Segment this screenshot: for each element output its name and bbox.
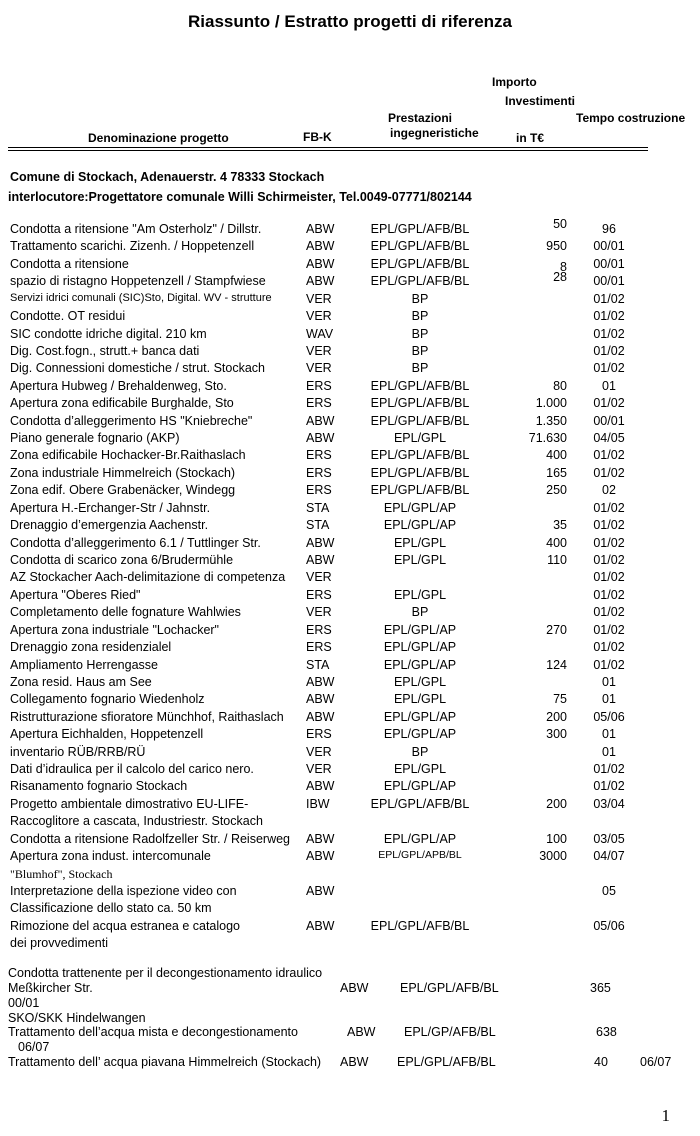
row-name: Interpretazione della ispezione video con <box>10 883 237 898</box>
row-importo: 28 <box>553 270 567 285</box>
header-in-teuro: in T€ <box>516 131 545 145</box>
row-name: Condotta a ritensione Radolfzeller Str. / Reiserweg <box>10 831 291 846</box>
extra-time-3: 00/01 <box>8 996 40 1010</box>
row-prestazioni: EPL/GPL/AP <box>383 518 457 533</box>
row-name: Collegamento fognario Wiedenholz <box>10 692 205 707</box>
row-importo: 100 <box>546 831 567 846</box>
row-tempo: 01/02 <box>593 587 625 602</box>
row-prestazioni: EPL/GPL/AFB/BL <box>370 796 470 811</box>
row-fb: ABW <box>306 918 335 933</box>
row-importo: 80 <box>553 378 567 393</box>
row-fb: ABW <box>306 431 335 446</box>
row-fb: ABW <box>306 709 335 724</box>
row-name: Completamento delle fognature Wahlwies <box>10 605 241 620</box>
row-importo: 300 <box>546 727 567 742</box>
row-name: Condotta a ritensione "Am Osterholz" / Dillstr. <box>10 222 262 236</box>
row-tempo: 04/05 <box>593 431 625 446</box>
row-prestazioni: EPL/GPL/AP <box>383 779 457 794</box>
row-fb: ABW <box>306 535 335 550</box>
row-tempo: 05/06 <box>593 918 625 933</box>
row-tempo: 00/01 <box>593 256 625 271</box>
row-fb: VER <box>306 605 332 620</box>
row-fb: ABW <box>306 274 335 289</box>
row-tempo: 00/01 <box>593 239 625 254</box>
row-fb: ABW <box>306 692 335 707</box>
row-fb: STA <box>306 518 330 533</box>
row-name: Apertura zona indust. intercomunale <box>10 849 211 864</box>
extra-fb-5: ABW <box>347 1025 376 1039</box>
row-importo: 1.350 <box>535 413 567 428</box>
row-fb: ABW <box>306 779 335 794</box>
row-name: Ristrutturazione sfioratore Münchhof, Raithaslach <box>10 709 284 724</box>
row-tempo: 01 <box>602 378 616 393</box>
row-name: Apertura "Oberes Ried" <box>10 587 141 602</box>
row-fb: ABW <box>306 256 335 271</box>
extra-time-7: 06/07 <box>640 1055 672 1069</box>
row-importo: 250 <box>546 483 567 498</box>
row-prestazioni: BP <box>411 326 429 341</box>
row-prestazioni: EPL/GPL <box>393 587 447 602</box>
extra-name-1: Condotta trattenente per il decongestionamento idraulico <box>8 966 323 980</box>
row-prestazioni: EPL/GPL <box>393 535 447 550</box>
row-prestazioni: EPL/GPL/AFB/BL <box>370 256 470 271</box>
client-contact: interlocutore:Progettatore comunale Willi Schirmeister, Tel.0049-07771/802144 <box>8 190 472 204</box>
row-prestazioni: BP <box>411 744 429 759</box>
row-tempo: 04/07 <box>593 849 625 864</box>
row-prestazioni: EPL/GPL <box>393 431 447 446</box>
row-fb: ERS <box>306 396 332 411</box>
row-name: Dati d’idraulica per il calcolo del carico nero. <box>10 762 254 777</box>
row-fb: ERS <box>306 727 332 742</box>
row-name: Dig. Cost.fogn., strutt.+ banca dati <box>10 343 200 358</box>
row-name: spazio di ristagno Hoppetenzell / Stampfwiese <box>10 274 266 289</box>
row-name: Drenaggio d’emergenzia Aachenstr. <box>10 518 209 533</box>
header-denominazione: Denominazione progetto <box>88 131 229 145</box>
row-fb: VER <box>306 762 332 777</box>
row-prestazioni: EPL/GPL/AFB/BL <box>370 239 470 254</box>
row-name: Ampliamento Herrengasse <box>10 657 158 672</box>
row-tempo: 01/02 <box>593 640 625 655</box>
row-tempo: 05 <box>602 883 616 898</box>
row-name: Zona industriale Himmelreich (Stockach) <box>10 465 236 480</box>
row-importo: 950 <box>546 239 567 254</box>
row-prestazioni: EPL/GPL/AFB/BL <box>370 483 470 498</box>
row-tempo: 01 <box>602 674 616 689</box>
row-tempo: 01/02 <box>593 361 625 376</box>
row-tempo: 00/01 <box>593 274 625 289</box>
extra-imp-7: 40 <box>594 1055 608 1069</box>
row-prestazioni: BP <box>411 343 429 358</box>
row-name: Rimozione del acqua estranea e catalogo <box>10 918 241 933</box>
row-fb: ERS <box>306 640 332 655</box>
row-name: Apertura Eichhalden, Hoppetenzell <box>10 727 204 742</box>
row-prestazioni: EPL/GPL/AP <box>383 622 457 637</box>
row-name: Drenaggio zona residenzialel <box>10 640 172 655</box>
header-investimenti: Investimenti <box>505 94 576 108</box>
row-fb: ABW <box>306 222 335 236</box>
extra-imp-5: 638 <box>596 1025 617 1039</box>
row-fb: ERS <box>306 465 332 480</box>
row-fb: ABW <box>306 849 335 864</box>
row-fb: ABW <box>306 239 335 254</box>
row-fb: VER <box>306 570 332 585</box>
extra-time-6: 06/07 <box>18 1040 50 1054</box>
row-name: Condotte. OT residui <box>10 309 126 324</box>
row-prestazioni: EPL/GPL/AFB/BL <box>370 448 470 463</box>
row-importo: 110 <box>547 552 567 567</box>
row-tempo: 01/02 <box>593 396 625 411</box>
row-prestazioni: EPL/GPL/AFB/BL <box>370 918 470 933</box>
row-tempo: 01/02 <box>593 657 625 672</box>
row-fb: ERS <box>306 622 332 637</box>
row-name: Condotta d’alleggerimento 6.1 / Tuttlinger Str. <box>10 535 261 550</box>
row-tempo: 01/02 <box>593 779 625 794</box>
row-fb: IBW <box>306 796 330 811</box>
extra-name-4: SKO/SKK Hindelwangen <box>8 1011 146 1025</box>
row-name: Apertura H.-Erchanger-Str / Jahnstr. <box>10 500 211 515</box>
row-fb: ERS <box>306 378 332 393</box>
extra-fb-7: ABW <box>340 1055 369 1069</box>
client-address: Comune di Stockach, Adenauerstr. 4 78333 Stockach <box>10 170 325 184</box>
row-tempo: 01/02 <box>593 448 625 463</box>
row-prestazioni: EPL/GPL/AP <box>383 640 457 655</box>
header-ingegneristiche: ingegneristiche <box>390 126 479 140</box>
row-importo: 400 <box>546 448 567 463</box>
row-importo: 35 <box>553 518 567 533</box>
row-tempo: 01/02 <box>593 762 625 777</box>
row-name: "Blumhof", Stockach <box>10 866 113 881</box>
header-fbk: FB-K <box>303 130 332 144</box>
row-tempo: 01/02 <box>593 326 625 341</box>
row-prestazioni: BP <box>411 361 429 376</box>
row-prestazioni: EPL/GPL/AFB/BL <box>370 465 470 480</box>
row-name: Apertura zona industriale "Lochacker" <box>10 622 219 637</box>
row-prestazioni: EPL/GPL/AFB/BL <box>370 396 470 411</box>
header-rule-double <box>8 150 648 151</box>
row-fb: ABW <box>306 413 335 428</box>
extra-pr-7: EPL/GPL/AFB/BL <box>397 1055 496 1069</box>
row-prestazioni: EPL/GPL <box>393 552 447 567</box>
row-tempo: 01/02 <box>593 291 625 306</box>
row-name: Condotta a ritensione <box>10 256 129 271</box>
row-importo: 200 <box>546 796 567 811</box>
row-fb: ERS <box>306 483 332 498</box>
row-name: Zona edificabile Hochacker-Br.Raithaslach <box>10 448 246 463</box>
row-fb: VER <box>306 343 332 358</box>
row-importo: 3000 <box>539 849 567 864</box>
page-number: 1 <box>661 1106 670 1125</box>
extra-pr-2: EPL/GPL/AFB/BL <box>400 981 499 995</box>
row-importo: 400 <box>546 535 567 550</box>
row-name: SIC condotte idriche digital. 210 km <box>10 326 207 341</box>
extra-name-7: Trattamento dell’ acqua piavana Himmelreich (Stockach) <box>8 1055 322 1069</box>
row-name: Servizi idrici comunali (SIC)Sto, Digital. WV - strutture <box>10 291 272 304</box>
row-fb: VER <box>306 291 332 306</box>
row-prestazioni: BP <box>411 291 429 306</box>
row-name: Piano generale fognario (AKP) <box>10 431 180 446</box>
row-importo: 200 <box>546 709 567 724</box>
extra-fb-2: ABW <box>340 981 369 995</box>
row-importo: 50 <box>553 217 567 231</box>
row-importo: 71.630 <box>528 431 567 446</box>
row-name: Condotta d’alleggerimento HS "Kniebreche" <box>10 413 253 428</box>
row-name: Zona edif. Obere Grabenäcker, Windegg <box>10 483 236 498</box>
row-prestazioni: BP <box>411 605 429 620</box>
row-tempo: 01/02 <box>593 465 625 480</box>
row-prestazioni: EPL/GPL/AFB/BL <box>370 222 470 236</box>
header-rule <box>8 147 648 148</box>
row-name: Apertura zona edificabile Burghalde, Sto <box>10 396 234 411</box>
row-fb: ABW <box>306 883 335 898</box>
row-fb: VER <box>306 744 332 759</box>
row-name: Zona resid. Haus am See <box>10 674 152 689</box>
row-importo: 165 <box>546 465 567 480</box>
row-name: Risanamento fognario Stockach <box>10 779 188 794</box>
row-name: AZ Stockacher Aach-delimitazione di competenza <box>10 570 286 585</box>
row-name: dei provvedimenti <box>10 936 108 951</box>
row-fb: ERS <box>306 448 332 463</box>
row-tempo: 03/05 <box>593 831 625 846</box>
row-name: Trattamento scarichi. Zizenh. / Hoppetenzell <box>10 239 255 254</box>
row-importo: 270 <box>546 622 567 637</box>
row-tempo: 96 <box>602 222 616 236</box>
row-fb: VER <box>306 361 332 376</box>
row-tempo: 01/02 <box>593 552 625 567</box>
row-tempo: 01 <box>602 692 616 707</box>
row-prestazioni: EPL/GPL/AP <box>383 831 457 846</box>
row-prestazioni: EPL/GPL <box>393 692 447 707</box>
row-tempo: 03/04 <box>593 796 625 811</box>
row-prestazioni: EPL/GPL/AP <box>383 727 457 742</box>
row-tempo: 01/02 <box>593 500 625 515</box>
row-tempo: 01/02 <box>593 343 625 358</box>
row-fb: WAV <box>306 326 334 341</box>
row-name: inventario RÜB/RRB/RÜ <box>10 744 146 759</box>
row-tempo: 01 <box>602 744 616 759</box>
row-prestazioni: EPL/GPL/AP <box>383 709 457 724</box>
extra-pr-5: EPL/GP/AFB/BL <box>404 1025 496 1039</box>
row-fb: VER <box>306 309 332 324</box>
row-prestazioni: EPL/GPL/AFB/BL <box>370 274 470 289</box>
row-name: Apertura Hubweg / Brehaldenweg, Sto. <box>10 378 227 393</box>
row-tempo: 01/02 <box>593 622 625 637</box>
header-importo: Importo <box>492 75 537 89</box>
row-name: Classificazione dello stato ca. 50 km <box>10 901 212 916</box>
row-tempo: 00/01 <box>593 413 625 428</box>
row-prestazioni: EPL/GPL/AFB/BL <box>370 413 470 428</box>
extra-name-5: Trattamento dell’acqua mista e decongestionamento <box>8 1025 298 1039</box>
header-prestazioni: Prestazioni <box>388 111 453 125</box>
row-importo: 8 <box>560 259 567 274</box>
row-fb: ABW <box>306 552 335 567</box>
row-importo: 124 <box>546 657 567 672</box>
row-importo: 1.000 <box>535 396 567 411</box>
header-tempo: Tempo costruzione <box>576 111 686 125</box>
row-tempo: 02 <box>602 483 616 498</box>
row-fb: ABW <box>306 831 335 846</box>
row-name: Dig. Connessioni domestiche / strut. Stockach <box>10 361 265 376</box>
row-tempo: 01/02 <box>593 309 625 324</box>
row-prestazioni: EPL/GPL/AFB/BL <box>370 378 470 393</box>
row-prestazioni: EPL/GPL/APB/BL <box>378 849 462 862</box>
extra-imp-2: 365 <box>590 981 611 995</box>
row-tempo: 01 <box>602 727 616 742</box>
row-prestazioni: BP <box>411 309 429 324</box>
row-prestazioni: EPL/GPL/AP <box>383 657 457 672</box>
row-tempo: 05/06 <box>593 709 625 724</box>
row-name: Raccoglitore a cascata, Industriestr. Stockach <box>10 814 263 829</box>
row-prestazioni: EPL/GPL <box>393 762 447 777</box>
row-tempo: 01/02 <box>593 570 625 585</box>
row-prestazioni: EPL/GPL <box>393 674 447 689</box>
row-fb: STA <box>306 500 330 515</box>
row-tempo: 01/02 <box>593 605 625 620</box>
row-fb: ERS <box>306 587 332 602</box>
extra-name-2: Meßkircher Str. <box>8 981 93 995</box>
page-title: Riassunto / Estratto progetti di riferenza <box>188 12 512 31</box>
row-fb: STA <box>306 657 330 672</box>
row-name: Condotta di scarico zona 6/Brudermühle <box>10 552 234 567</box>
row-fb: ABW <box>306 674 335 689</box>
row-prestazioni: EPL/GPL/AP <box>383 500 457 515</box>
row-importo: 75 <box>553 692 567 707</box>
row-name: Progetto ambientale dimostrativo EU-LIFE- <box>10 796 249 811</box>
row-tempo: 01/02 <box>593 518 625 533</box>
row-tempo: 01/02 <box>593 535 625 550</box>
